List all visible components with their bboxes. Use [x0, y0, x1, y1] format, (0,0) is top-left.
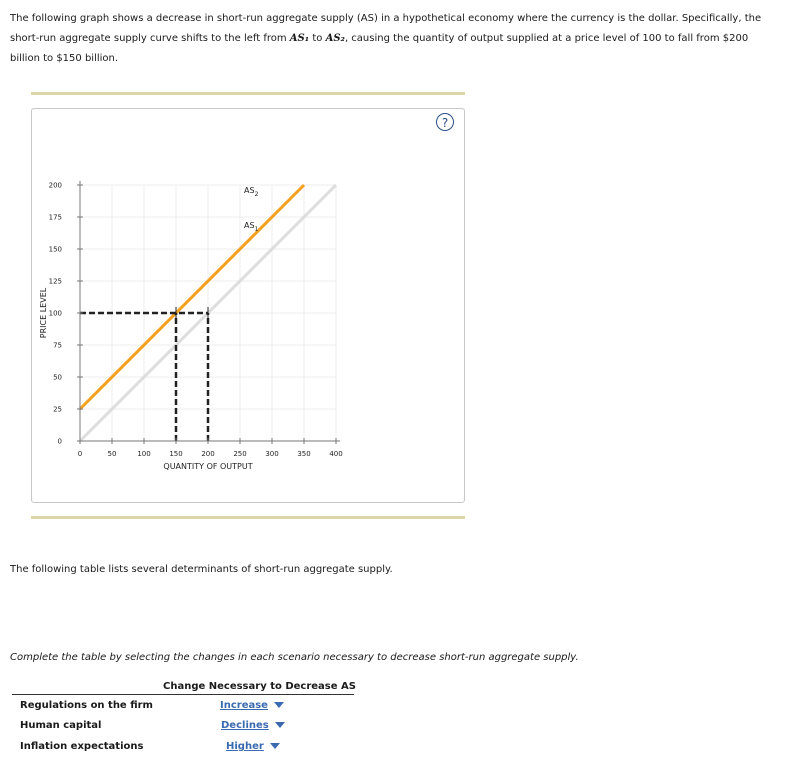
row-label-inflation: Inflation expectations — [20, 741, 144, 752]
x-tick-label: 200 — [201, 450, 215, 458]
as2-curve-label — [244, 186, 259, 198]
series-line-as2 — [80, 185, 304, 409]
as1-label-sub: 1 — [254, 226, 259, 233]
x-axis-title: QUANTITY OF OUTPUT — [163, 462, 253, 471]
inflation-select[interactable] — [226, 741, 280, 752]
y-tick-label: 0 — [57, 437, 62, 446]
y-tick-label: 125 — [48, 277, 62, 286]
as1-label-main: AS — [244, 221, 255, 230]
x-tick-label: 350 — [297, 450, 311, 458]
as1-curve-label — [244, 221, 259, 233]
x-tick-label: 300 — [265, 450, 279, 458]
help-button[interactable]: ? — [436, 113, 454, 131]
regulations-select-value: Increase — [220, 700, 268, 711]
y-tick-label: 200 — [48, 181, 62, 190]
row-label-human-capital: Human capital — [20, 720, 102, 731]
table-header: Change Necessary to Decrease AS — [163, 681, 356, 692]
x-tick-label: 0 — [77, 450, 83, 458]
x-tick-label: 150 — [169, 450, 183, 458]
table-header-rule — [12, 694, 354, 695]
x-tick-label: 250 — [233, 450, 247, 458]
human-capital-select-value: Declines — [221, 720, 269, 731]
y-tick-label: 175 — [48, 213, 62, 222]
as2-label-sub: 2 — [254, 191, 259, 198]
x-tick-label: 100 — [137, 450, 151, 458]
chevron-down-icon — [274, 702, 284, 708]
y-tick-label: 50 — [53, 373, 62, 382]
as1-symbol: AS₁ — [289, 33, 310, 44]
chevron-down-icon — [270, 743, 280, 749]
table-intro-text: The following table lists several determinants of short-run aggregate supply. — [10, 564, 393, 575]
y-axis-title: PRICE LEVEL — [39, 287, 48, 339]
y-tick-label: 150 — [48, 245, 62, 254]
as2-label-main: AS — [244, 186, 255, 195]
y-tick-label: 75 — [53, 341, 62, 350]
row-label-regulations: Regulations on the firm — [20, 700, 153, 711]
x-tick-label: 400 — [329, 450, 343, 458]
y-tick-label: 100 — [48, 309, 62, 318]
human-capital-select[interactable] — [221, 720, 285, 731]
intro-text-mid: to — [309, 33, 326, 44]
as2-symbol: AS₂ — [325, 33, 345, 44]
intro-text-after: , causing the quantity of output supplied at a price level of 100 to fall from $200 billion to $150 billion. — [10, 33, 749, 64]
chevron-down-icon — [275, 722, 285, 728]
bottom-divider — [31, 516, 465, 519]
y-tick-label: 25 — [53, 405, 62, 414]
instruction-text: Complete the table by selecting the changes in each scenario necessary to decrease short-run aggregate supply. — [10, 652, 579, 663]
intro-text-before: The following graph shows a decrease in short-run aggregate supply (AS) in a hypothetical economy where the currency is the dollar. Specifically, the short-run aggregate supply curve shifts to the left from — [10, 13, 762, 44]
inflation-select-value: Higher — [226, 741, 264, 752]
regulations-select[interactable] — [220, 700, 284, 711]
x-tick-label: 50 — [107, 450, 117, 458]
